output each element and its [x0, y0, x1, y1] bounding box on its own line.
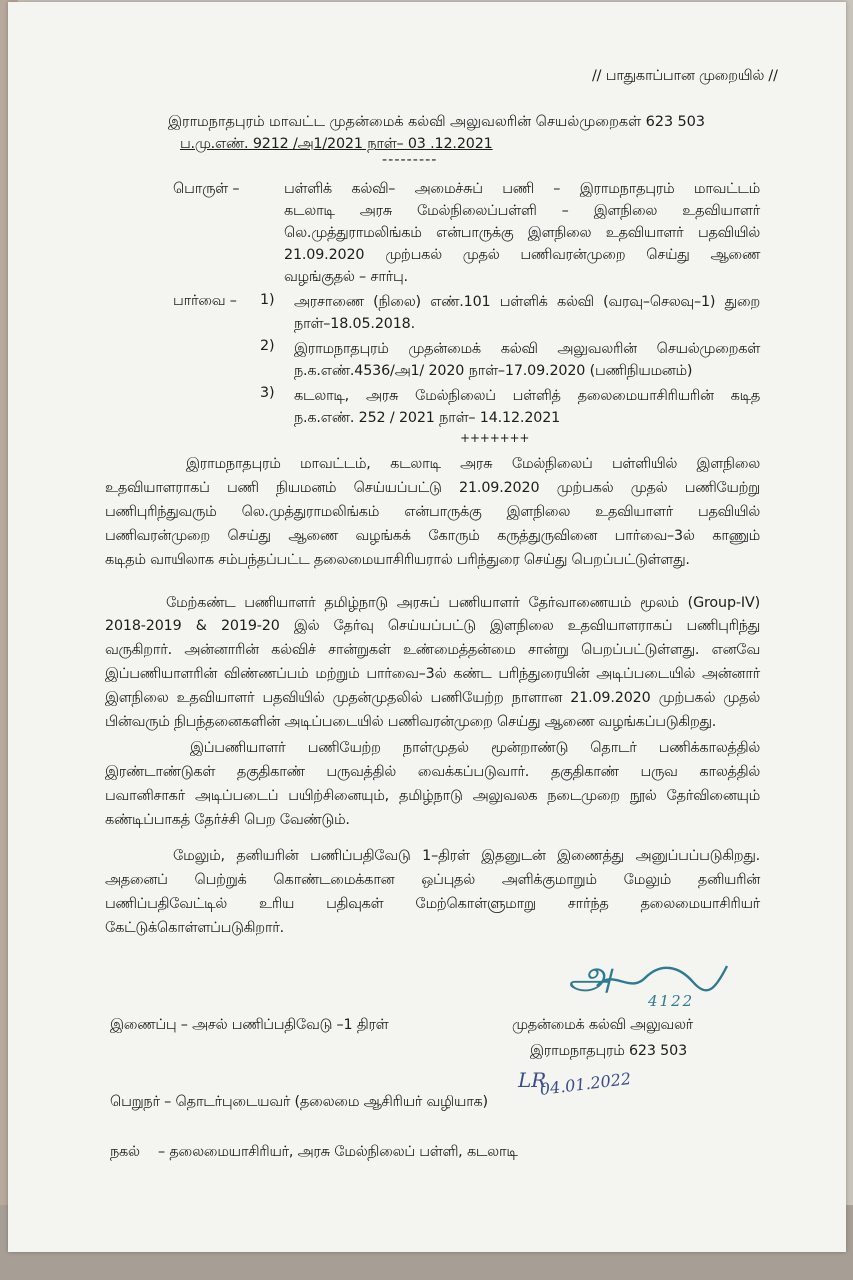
header-divider: ---------: [382, 152, 438, 168]
body-paragraph-line: இளநிலை உதவியாளர் பதவியில் முதன்முதலில் பணியேற்ற நாளான 21.09.2020 முற்பகல் முதல்: [105, 690, 760, 706]
subject-line: பள்ளிக் கல்வி– அமைச்சுப் பணி – இராமநாதபுரம் மாவட்டம்: [284, 181, 760, 197]
reference-item-line: ந.க.எண்.4536/அ1/ 2020 நாள்–17.09.2020 (பணிநியமனம்): [294, 363, 693, 379]
body-paragraph-line: பணிபுரிந்துவரும் லெ.முத்துராமலிங்கம் என்பாருக்கு இளநிலை உதவியாளர் பதவியில்: [105, 504, 760, 520]
reference-item-line: ந.க.எண். 252 / 2021 நாள்– 14.12.2021: [294, 410, 561, 426]
enclosure-note: இணைப்பு – அசல் பணிப்பதிவேடு –1 திரள்: [110, 1017, 389, 1033]
document-page: [8, 2, 846, 1252]
reference-item-line: கடலாடி, அரசு மேல்நிலைப் பள்ளித் தலைமையாசிரியரின் கடித: [294, 388, 760, 404]
reference-item-number: 2): [260, 338, 275, 354]
reference-item-line: நாள்–18.05.2018.: [294, 316, 415, 332]
received-date: 04.01.2022: [538, 1068, 633, 1099]
body-paragraph-line: பவானிசாகர் அடிப்படைப் பயிற்சினையும், தமிழ்நாடு அலுவலக நடைமுறை நூல் தேர்வினையும்: [105, 788, 760, 804]
received-mark: LR: [518, 1068, 547, 1092]
office-title: இராமநாதபுரம் மாவட்ட முதன்மைக் கல்வி அலுவலரின் செயல்முறைகள் 623 503: [168, 113, 705, 130]
reference-divider: +++++++: [460, 431, 530, 445]
subject-line: வழங்குதல் – சார்பு.: [284, 269, 408, 285]
body-paragraph-line: மேலும், தனியரின் பணிப்பதிவேடு 1–திரள் இதனுடன் இணைத்து அனுப்பப்படுகிறது.: [173, 848, 760, 864]
body-paragraph-line: பணிவரன்முறை செய்து ஆணை வழங்கக் கோரும் கருத்துருவினை பார்வை–3ல் காணும்: [105, 528, 760, 544]
body-paragraph-line: மேற்கண்ட பணியாளர் தமிழ்நாடு அரசுப் பணியாளர் தேர்வாணையம் மூலம் (Group-IV): [166, 595, 760, 611]
recipient-line: பெறுநர் – தொடர்புடையவர் (தலைமை ஆசிரியர் வழியாக): [110, 1094, 488, 1110]
body-paragraph-line: பின்வரும் நிபந்தனைகளின் அடிப்படையில் பணிவரன்முறை செய்து ஆணை வழங்கப்படுகிறது.: [105, 714, 717, 730]
subject-line: லெ.முத்துராமலிங்கம் என்பாருக்கு இளநிலை உதவியாளர் பதவியில்: [284, 225, 760, 241]
body-paragraph-line: கடிதம் வாயிலாக சம்பந்தப்பட்ட தலைமையாசிரியரால் பரிந்துரை செய்து பெறப்பட்டுள்ளது.: [105, 552, 690, 568]
reference-item-number: 1): [260, 292, 275, 308]
copy-text: – தலைமையாசிரியர், அரசு மேல்நிலைப் பள்ளி, கடலாடி: [158, 1144, 518, 1160]
reference-label: பார்வை –: [173, 293, 237, 309]
body-paragraph-line: கேட்டுக்கொள்ளப்படுகிறார்.: [105, 920, 284, 936]
body-paragraph-line: கண்டிப்பாகத் தேர்ச்சி பெற வேண்டும்.: [105, 812, 350, 828]
body-paragraph-line: இராமநாதபுரம் மாவட்டம், கடலாடி அரசு மேல்நிலைப் பள்ளியில் இளநிலை: [186, 456, 760, 472]
signatory-place: இராமநாதபுரம் 623 503: [530, 1043, 688, 1059]
reference-item-number: 3): [260, 385, 275, 401]
signatory-title: முதன்மைக் கல்வி அலுவலர்: [512, 1017, 693, 1033]
body-paragraph-line: பணிப்பதிவேட்டில் உரிய பதிவுகள் மேற்கொள்ளுமாறு சார்ந்த தலைமையாசிரியர்: [105, 896, 760, 912]
body-paragraph-line: இப்பணியாளர் பணியேற்ற நாள்முதல் மூன்றாண்டு தொடர் பணிக்காலத்தில்: [190, 740, 760, 756]
subject-line: கடலாடி அரசு மேல்நிலைப்பள்ளி – இளநிலை உதவியாளர்: [284, 203, 760, 219]
body-paragraph-line: உதவியாளராகப் பணி நியமனம் செய்யப்பட்டு 21.09.2020 முற்பகல் முதல் பணியேற்று: [105, 480, 760, 496]
reference-item-line: இராமநாதபுரம் முதன்மைக் கல்வி அலுவலரின் செயல்முறைகள்: [294, 341, 760, 357]
reference-item-line: அரசாணை (நிலை) எண்.101 பள்ளிக் கல்வி (வரவு–செலவு–1) துறை: [294, 294, 760, 310]
signature-date-mark: 4122: [648, 992, 695, 1010]
classification-label: // பாதுகாப்பான முறையில் //: [592, 68, 778, 84]
body-paragraph-line: அதனைப் பெற்றுக் கொண்டமைக்கான ஒப்புதல் அளிக்குமாறும் மேலும் தனியரின்: [105, 872, 760, 888]
subject-label: பொருள் –: [173, 181, 240, 197]
body-paragraph-line: இப்பணியாளரின் விண்ணப்பம் மற்றும் பார்வை–3ல் கண்ட பரிந்துரையின் அடிப்படையில் அன்னார்: [105, 666, 760, 682]
body-paragraph-line: இரண்டாண்டுகள் தகுதிகாண் பருவத்தில் வைக்கப்படுவார். தகுதிகாண் பருவ காலத்தில்: [105, 764, 760, 780]
subject-line: 21.09.2020 முற்பகல் முதல் பணிவரன்முறை செய்து ஆணை: [284, 247, 760, 263]
copy-label: நகல்: [110, 1144, 140, 1160]
signature-scrawl: அ: [568, 952, 613, 998]
reference-number: ப.மு.எண். 9212 /அ1/2021 நாள்– 03 .12.2021: [180, 136, 493, 152]
body-paragraph-line: 2018-2019 & 2019-20 இல் தேர்வு செய்யப்பட்டு இளநிலை உதவியாளராகப் பணிபுரிந்து: [105, 618, 760, 634]
body-paragraph-line: வருகிறார். அன்னாரின் கல்விச் சான்றுகள் உண்மைத்தன்மை சான்று பெறப்பட்டுள்ளது. எனவே: [105, 642, 760, 658]
